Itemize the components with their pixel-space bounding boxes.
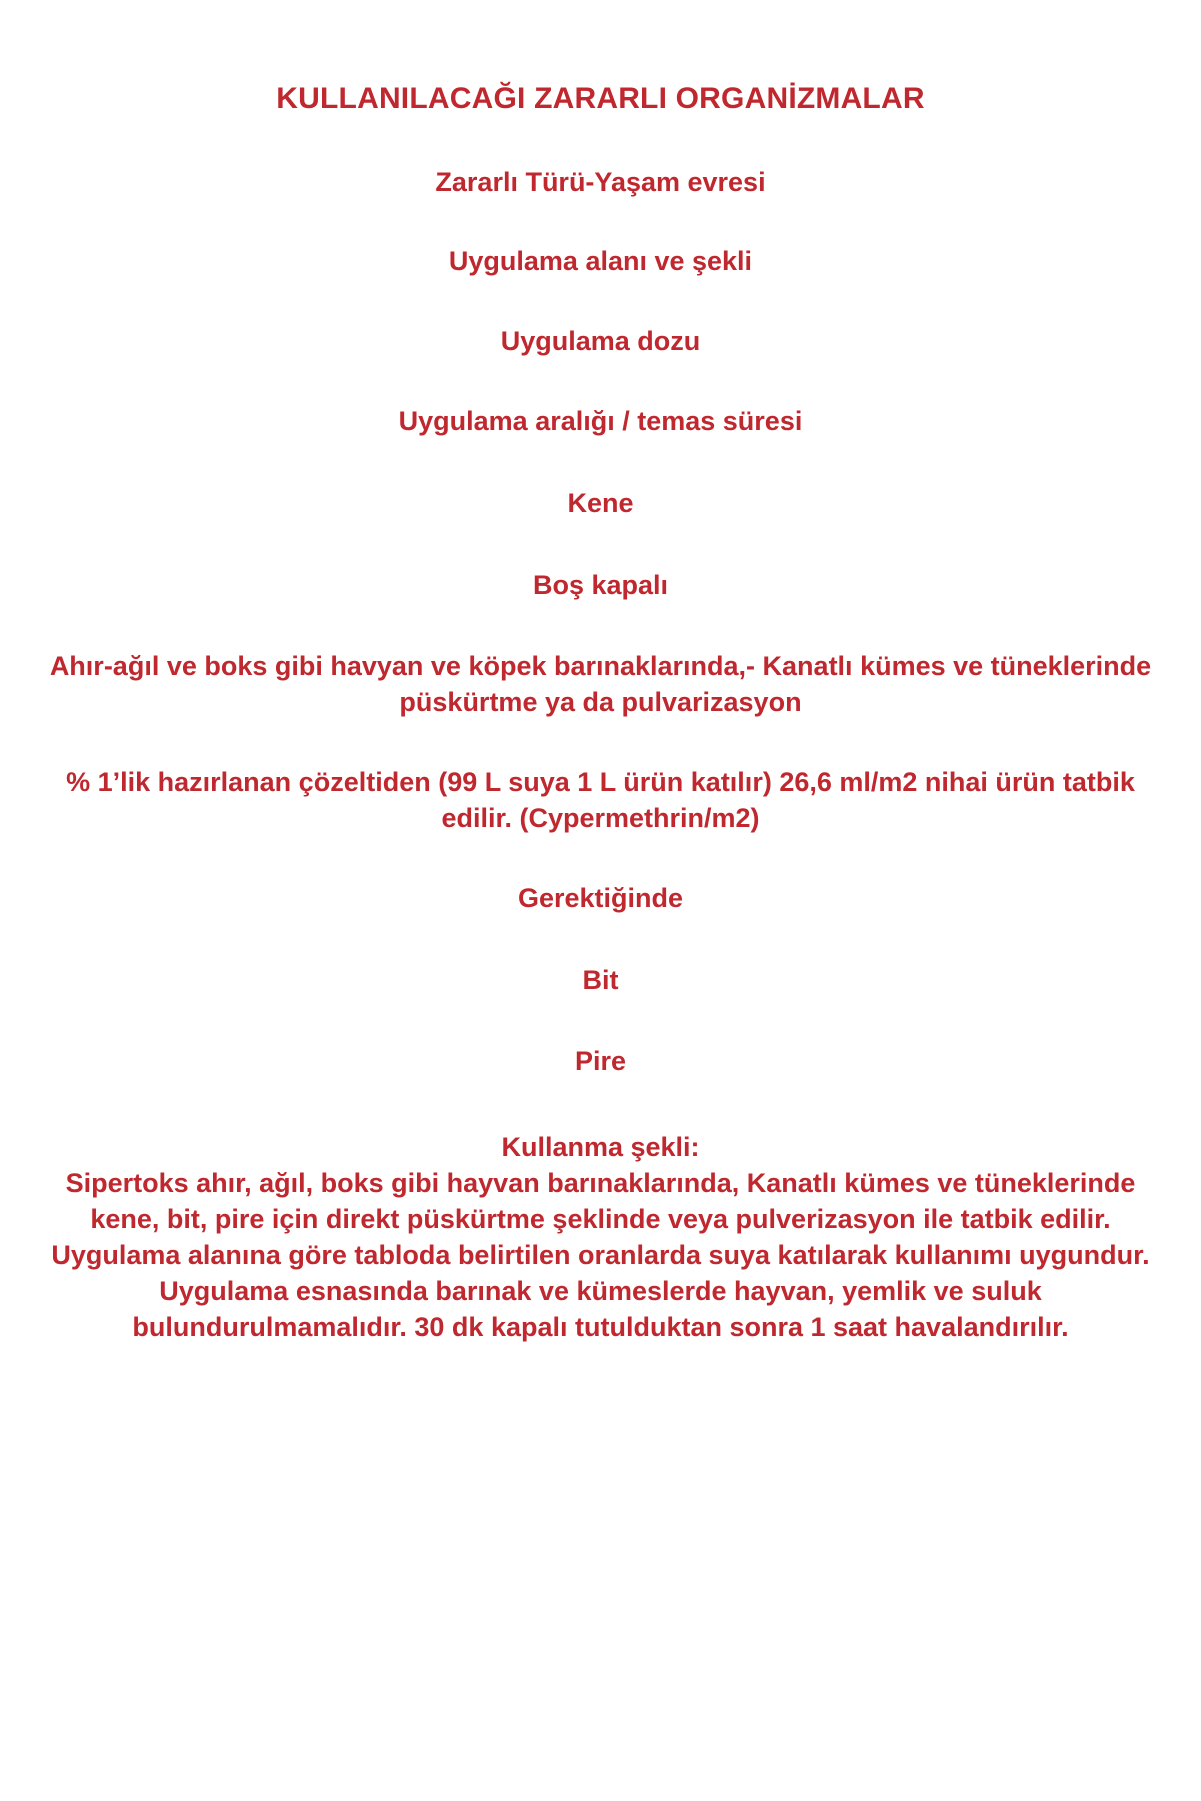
application-state: Boş kapalı [532,570,669,601]
pest-name-bit: Bit [582,964,619,995]
pest-name-pire: Pire [574,1046,627,1077]
heading-application-dose: Uygulama dozu [500,326,701,357]
heading-application-interval-contact-time: Uygulama aralığı / temas süresi [398,406,803,437]
application-frequency-text: Gerektiğinde [517,882,684,913]
application-dose-text: % 1’lik hazırlanan çözeltiden (99 L suya 1 L ürün katılır) 26,6 ml/m2 nihai ürün tatbik edilir. (Cypermethrin/m2) [66,767,1135,834]
application-area-text: Ahır-ağıl ve boks gibi havyan ve köpek barınaklarında,- Kanatlı kümes ve tüneklerinde püskürtme ya da pulvarizasyon [49,650,1152,718]
heading-pest-type-life-stage: Zararlı Türü-Yaşam evresi [435,166,766,197]
page-title: KULLANILACAĞI ZARARLI ORGANİZMALAR [276,82,925,115]
usage-instructions-text: Sipertoks ahır, ağıl, boks gibi hayvan barınaklarında, Kanatlı kümes ve tüneklerinde kene, bit, pire için direkt püskürtme şeklinde veya pulverizasyon ile tatbik edilir. Uygulama alanına göre tabloda belirtilen oranlarda suya katılarak kullanımı uygundur. Uygulama esnasında barınak ve kümeslerde hayvan, yemlik ve suluk bulundurulmamalıdır. 30 dk kapalı tutulduktan sonra 1 saat havalandırılır. [51,1168,1150,1342]
pest-name-kene: Kene [567,488,634,519]
usage-label: Kullanma şekli: [501,1132,700,1163]
usage-section [41,1130,1161,1345]
heading-application-area-and-method: Uygulama alanı ve şekli [448,246,753,277]
